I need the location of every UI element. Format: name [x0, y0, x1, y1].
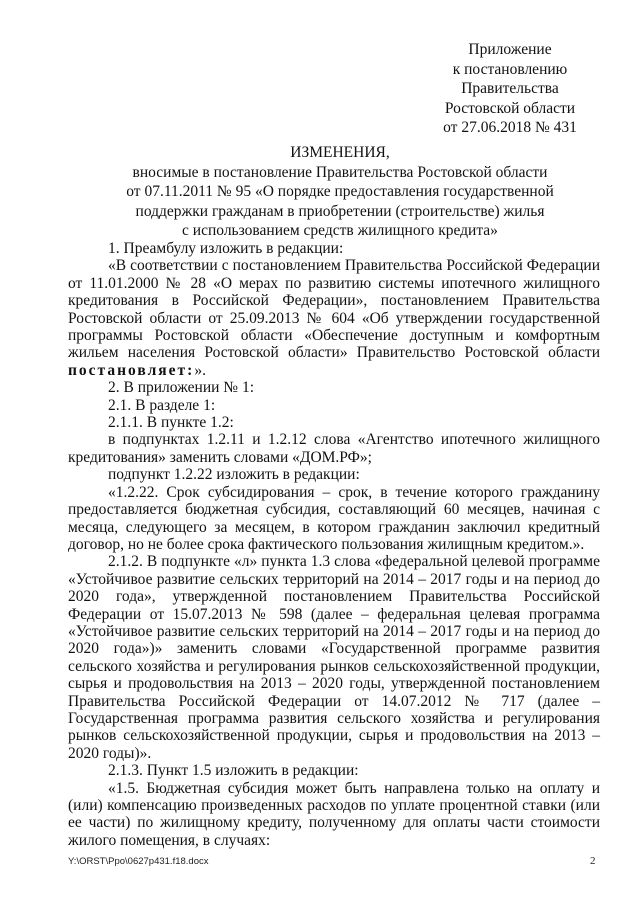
preamble-end: ».: [194, 361, 206, 379]
appendix-block: [420, 40, 600, 138]
paragraph: 2.1.2. В подпункте «л» пункта 1.3 слова «федеральной целевой программе «Устойчивое развитие сельских территорий на 2014 – 2017 годы и на период до 2020 года», утвержденной постановлением Правительства Российской Федерации от 15.07.2013 № 598 (далее – федеральная целевая программа «Устойчивое развитие сельских территорий на 2014 – 2017 годы и на период до 2020 года»)» заменить словами «Государственной программе развития сельского хозяйства и регулирования рынков сельскохозяйственной продукции, сырья и продовольствия на 2013 – 2020 годы, утвержденной постановлением Правительства Российской Федерации от 14.07.2012 № 717 (далее – Государственная программа развития сельского хозяйства и регулирования рынков сельскохозяйственной продукции, сырья и продовольствия на 2013 – 2020 годы)».: [68, 553, 600, 762]
paragraph: «1.2.22. Срок субсидирования – срок, в течение которого гражданину предоставляется бюджетная субсидия, составляющий 60 месяцев, начиная с месяца, следующего за месяцем, в котором гражданин заключил кредитный договор, но не более срока фактического пользования жилищным кредитом.».: [68, 483, 600, 553]
title-line: от 07.11.2011 № 95 «О порядке предоставления государственной: [126, 183, 554, 200]
paragraph: подпункт 1.2.22 изложить в редакции:: [108, 466, 360, 484]
paragraph: 2. В приложении № 1:: [108, 379, 255, 397]
appendix-date-line: от 27.06.2018 № 431: [443, 119, 577, 136]
paragraph-preamble: [68, 257, 600, 379]
appendix-line: Приложение: [468, 41, 552, 58]
preamble-text: «В соответствии с постановлением Правительства Российской Федерации от 11.01.2000 № 28 «О мерах по развитию системы ипотечного жилищного кредитования в Российской Федерации», постановлением Правительства Ростовской области от 25.09.2013 № 604 «Об утверждении государственной программы Ростовской области «Обеспечение доступным и комфортным жильем населения Ростовской области» Правительство Ростовской области: [68, 257, 600, 362]
page-number: 2: [590, 855, 596, 867]
document-body: [68, 240, 600, 849]
preamble-resolve-word: постановляет:: [68, 361, 195, 379]
title-heading: ИЗМЕНЕНИЯ,: [290, 144, 390, 161]
paragraph: в подпунктах 1.2.11 и 1.2.12 слова «Агентство ипотечного жилищного кредитования» заменить словами «ДОМ.РФ»;: [68, 431, 600, 466]
footer-file-path: Y:\ORST\Ppo\0627p431.f18.docx: [68, 856, 209, 867]
paragraph: «1.5. Бюджетная субсидия может быть направлена только на оплату и (или) компенсацию произведенных расходов по уплате процентной ставки (или ее части) по жилищному кредиту, полученному для оплаты части стоимости жилого помещения, в случаях:: [68, 779, 600, 849]
title-line: вносимые в постановление Правительства Ростовской области: [132, 163, 548, 181]
appendix-line: Ростовской области: [444, 99, 576, 117]
appendix-line: Правительства: [461, 80, 559, 97]
title-line: поддержки гражданам в приобретении (строительстве) жилья: [135, 202, 545, 220]
paragraph: 1. Преамбулу изложить в редакции:: [108, 240, 344, 257]
paragraph: 2.1. В разделе 1:: [108, 396, 216, 414]
paragraph: 2.1.1. В пункте 1.2:: [108, 414, 234, 432]
title-line: с использованием средств жилищного кредита»: [182, 222, 498, 239]
appendix-line: к постановлению: [452, 60, 568, 78]
paragraph: 2.1.3. Пункт 1.5 изложить в редакции:: [108, 762, 359, 780]
document-title: [80, 143, 600, 241]
